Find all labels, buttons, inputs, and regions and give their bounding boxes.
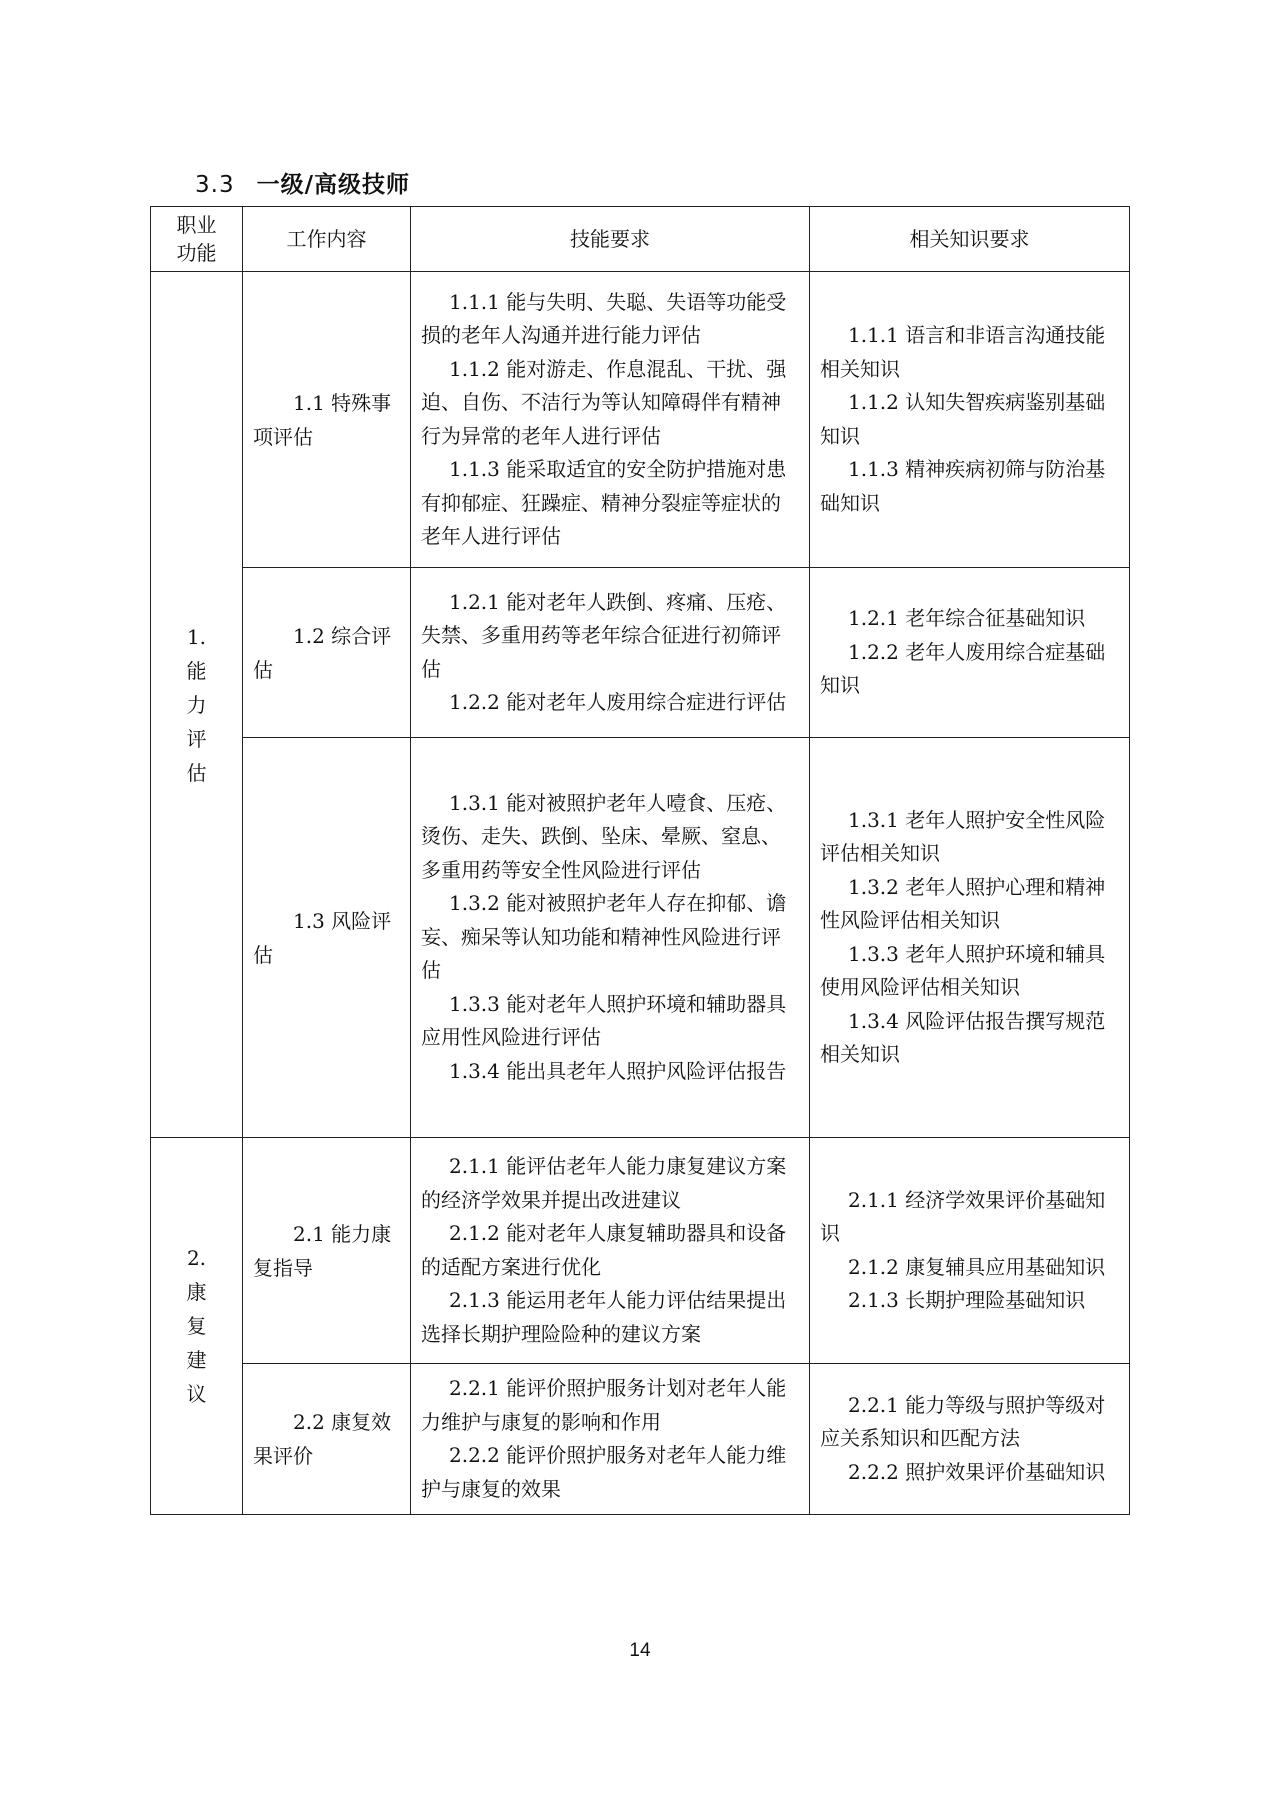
- knowledge-item: 2.1.1 经济学效果评价基础知识: [820, 1187, 1106, 1245]
- skill-item: 2.1.2 能对老年人康复辅助器具和设备的适配方案进行优化: [421, 1221, 787, 1279]
- table-row: [151, 568, 1130, 738]
- header-content: 工作内容: [243, 207, 411, 272]
- knowledge-item: 1.3.4 风险评估报告撰写规范相关知识: [820, 1008, 1106, 1066]
- knowledge-item: 2.2.1 能力等级与照护等级对应关系知识和匹配方法: [820, 1392, 1106, 1451]
- table-header-row: [151, 207, 1130, 272]
- content-cell: 2.1 能力康复指导: [243, 1138, 411, 1364]
- knowledge-cell: [810, 1138, 1130, 1364]
- knowledge-item: 1.2.2 老年人废用综合症基础知识: [820, 639, 1106, 698]
- content-cell: 1.3 风险评估: [243, 738, 411, 1138]
- header-knowledge: 相关知识要求: [810, 207, 1130, 272]
- table-row: [151, 738, 1130, 1138]
- table-row: [151, 272, 1130, 568]
- skill-item: 1.3.1 能对被照护老年人噎食、压疮、烫伤、走失、跌倒、坠床、晕厥、窒息、多重用药等安全性风险进行评估: [421, 790, 787, 882]
- header-skills: 技能要求: [411, 207, 810, 272]
- knowledge-cell: [810, 738, 1130, 1138]
- skill-item: 1.2.1 能对老年人跌倒、疼痛、压疮、失禁、多重用药等老年综合征进行初筛评估: [421, 589, 787, 681]
- skill-item: 1.1.3 能采取适宜的安全防护措施对患有抑郁症、狂躁症、精神分裂症等症状的老年人进行评估: [421, 457, 787, 548]
- knowledge-item: 1.1.1 语言和非语言沟通技能相关知识: [820, 323, 1106, 381]
- skills-cell: [411, 1364, 810, 1515]
- knowledge-item: 1.3.1 老年人照护安全性风险评估相关知识: [820, 807, 1106, 865]
- skill-item: 1.3.4 能出具老年人照护风险评估报告: [449, 1058, 787, 1083]
- skill-item: 2.1.1 能评估老年人能力康复建议方案的经济学效果并提出改进建议: [421, 1154, 787, 1212]
- section-title: [195, 166, 410, 199]
- knowledge-cell: [810, 568, 1130, 738]
- function-cell-ability-assessment: 1. 能 力 评 估: [151, 272, 243, 1138]
- table-row: [151, 1138, 1130, 1364]
- knowledge-item: 2.1.3 长期护理险基础知识: [848, 1288, 1086, 1312]
- header-function: 职业功能: [151, 207, 243, 272]
- knowledge-item: 1.1.2 认知失智疾病鉴别基础知识: [820, 390, 1106, 448]
- knowledge-item: 2.2.2 照护效果评价基础知识: [848, 1459, 1106, 1484]
- knowledge-item: 1.2.1 老年综合征基础知识: [848, 606, 1086, 631]
- skills-cell: [411, 738, 810, 1138]
- knowledge-item: 2.1.2 康复辅具应用基础知识: [848, 1254, 1106, 1279]
- skill-item: 1.3.3 能对老年人照护环境和辅助器具应用性风险进行评估: [421, 991, 787, 1050]
- table-row: [151, 1364, 1130, 1515]
- skills-cell: [411, 568, 810, 738]
- skill-item: 2.1.3 能运用老年人能力评估结果提出选择长期护理险险种的建议方案: [421, 1288, 787, 1346]
- page-number: 14: [629, 1640, 651, 1661]
- knowledge-cell: [810, 272, 1130, 568]
- content-cell: 2.2 康复效果评价: [243, 1364, 411, 1515]
- skill-item: 2.2.1 能评价照护服务计划对老年人能力维护与康复的影响和作用: [421, 1376, 787, 1434]
- section-heading: 一级/高级技师: [256, 172, 410, 198]
- skills-cell: [411, 1138, 810, 1364]
- skill-item: 1.3.2 能对被照护老年人存在抑郁、谵妄、痴呆等认知功能和精神性风险进行评估: [421, 891, 787, 983]
- knowledge-item: 1.3.3 老年人照护环境和辅具使用风险评估相关知识: [820, 941, 1106, 999]
- function-cell-rehab-advice: 2. 康 复 建 议: [151, 1138, 243, 1515]
- content-cell: 1.1 特殊事项评估: [243, 272, 411, 568]
- skill-item: 2.2.2 能评价照护服务对老年人能力维护与康复的效果: [421, 1443, 787, 1501]
- skill-item: 1.1.1 能与失明、失聪、失语等功能受损的老年人沟通并进行能力评估: [421, 289, 787, 347]
- skill-item: 1.1.2 能对游走、作息混乱、干扰、强迫、自伤、不洁行为等认知障碍伴有精神行为异常的老年人进行评估: [421, 356, 787, 448]
- skill-standard-table: [150, 206, 1130, 1515]
- knowledge-item: 1.3.2 老年人照护心理和精神性风险评估相关知识: [820, 874, 1106, 932]
- skills-cell: [411, 272, 810, 568]
- section-number: 3.3: [195, 172, 235, 198]
- skill-item: 1.2.2 能对老年人废用综合症进行评估: [449, 690, 787, 714]
- content-cell: 1.2 综合评估: [243, 568, 411, 738]
- knowledge-cell: [810, 1364, 1130, 1515]
- knowledge-item: 1.1.3 精神疾病初筛与防治基础知识: [820, 457, 1106, 515]
